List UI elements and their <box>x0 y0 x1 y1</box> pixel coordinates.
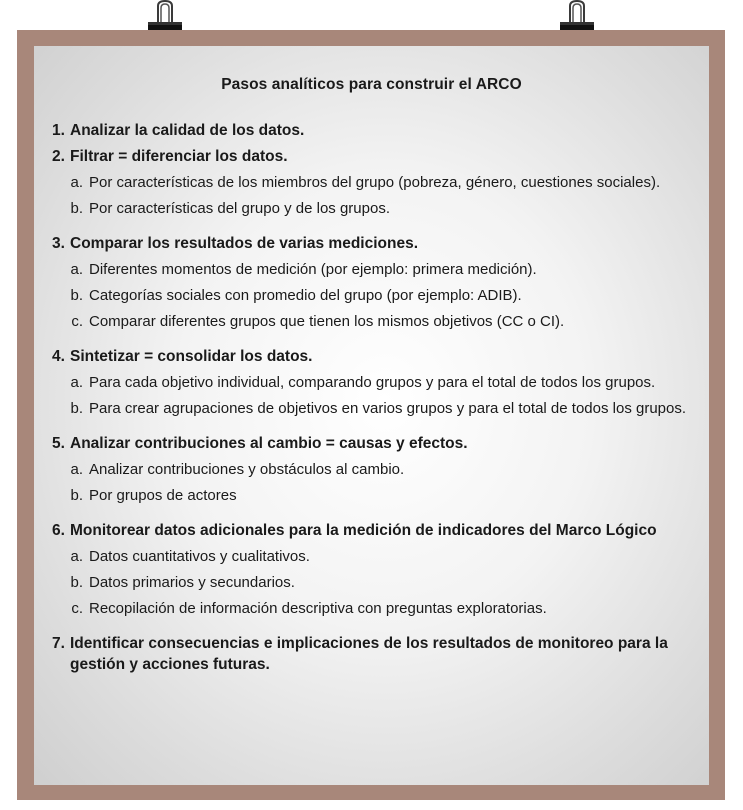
subitem-letter: a. <box>70 548 83 565</box>
step-heading <box>52 346 691 367</box>
subitem-text: Datos cuantitativos y cualitativos. <box>89 548 310 565</box>
subitem-letter: b. <box>70 487 83 504</box>
step-subitem <box>52 485 691 506</box>
step-heading-text: Identificar consecuencias e implicaciones de los resultados de monitoreo para la gestión y acciones futuras. <box>70 635 668 673</box>
subitem-text: Para cada objetivo individual, comparando grupos y para el total de todos los grupos. <box>89 374 656 391</box>
subitem-letter: b. <box>70 400 83 417</box>
subitem-text: Recopilación de información descriptiva con preguntas exploratorias. <box>89 600 547 617</box>
subitem-letter: a. <box>70 174 83 191</box>
step-number: 7. <box>52 635 65 652</box>
subitem-text: Analizar contribuciones y obstáculos al cambio. <box>89 461 405 478</box>
subitem-text: Para crear agrupaciones de objetivos en varios grupos y para el total de todos los grupos. <box>89 400 687 417</box>
subitem-text: Categorías sociales con promedio del grupo (por ejemplo: ADIB). <box>89 287 522 304</box>
step-number: 1. <box>52 122 65 139</box>
subitem-letter: b. <box>70 200 83 217</box>
clipboard-panel <box>34 46 709 785</box>
subitem-letter: c. <box>71 313 83 330</box>
step-heading-text: Analizar la calidad de los datos. <box>70 122 305 139</box>
subitem-letter: b. <box>70 574 83 591</box>
step-section <box>52 433 691 506</box>
step-heading-text: Monitorear datos adicionales para la medición de indicadores del Marco Lógico <box>70 522 657 539</box>
subitem-letter: c. <box>71 600 83 617</box>
step-subitem <box>52 372 691 393</box>
step-number: 3. <box>52 235 65 252</box>
subitem-letter: a. <box>70 461 83 478</box>
step-heading <box>52 433 691 454</box>
step-subitem <box>52 198 691 219</box>
subitem-text: Comparar diferentes grupos que tienen los mismos objetivos (CC o CI). <box>89 313 565 330</box>
step-heading-text: Comparar los resultados de varias mediciones. <box>70 235 419 252</box>
subitem-letter: a. <box>70 374 83 391</box>
step-section <box>52 520 691 619</box>
subitem-text: Datos primarios y secundarios. <box>89 574 295 591</box>
step-subitem <box>52 398 691 419</box>
panel-title: Pasos analíticos para construir el ARCO <box>221 76 522 93</box>
step-heading <box>52 633 691 675</box>
step-heading-text: Filtrar = diferenciar los datos. <box>70 148 288 165</box>
step-subitem <box>52 598 691 619</box>
step-heading <box>52 146 691 167</box>
step-heading-text: Sintetizar = consolidar los datos. <box>70 348 313 365</box>
step-subitem <box>52 459 691 480</box>
step-subitem <box>52 259 691 280</box>
step-subitem <box>52 172 691 193</box>
step-section <box>52 120 691 141</box>
subitem-text: Por características del grupo y de los grupos. <box>89 200 390 217</box>
step-heading <box>52 233 691 254</box>
step-number: 6. <box>52 522 65 539</box>
step-heading-text: Analizar contribuciones al cambio = causas y efectos. <box>70 435 468 452</box>
step-subitem <box>52 311 691 332</box>
step-subitem <box>52 285 691 306</box>
steps-list <box>52 120 691 675</box>
step-section <box>52 146 691 219</box>
subitem-letter: a. <box>70 261 83 278</box>
subitem-text: Por características de los miembros del grupo (pobreza, género, cuestiones sociales). <box>89 174 661 191</box>
step-heading <box>52 120 691 141</box>
subitem-text: Por grupos de actores <box>89 487 237 504</box>
step-section <box>52 233 691 332</box>
subitem-letter: b. <box>70 287 83 304</box>
step-number: 5. <box>52 435 65 452</box>
step-section <box>52 633 691 675</box>
step-heading <box>52 520 691 541</box>
step-number: 2. <box>52 148 65 165</box>
step-subitem <box>52 546 691 567</box>
subitem-text: Diferentes momentos de medición (por ejemplo: primera medición). <box>89 261 537 278</box>
step-section <box>52 346 691 419</box>
step-subitem <box>52 572 691 593</box>
step-number: 4. <box>52 348 65 365</box>
